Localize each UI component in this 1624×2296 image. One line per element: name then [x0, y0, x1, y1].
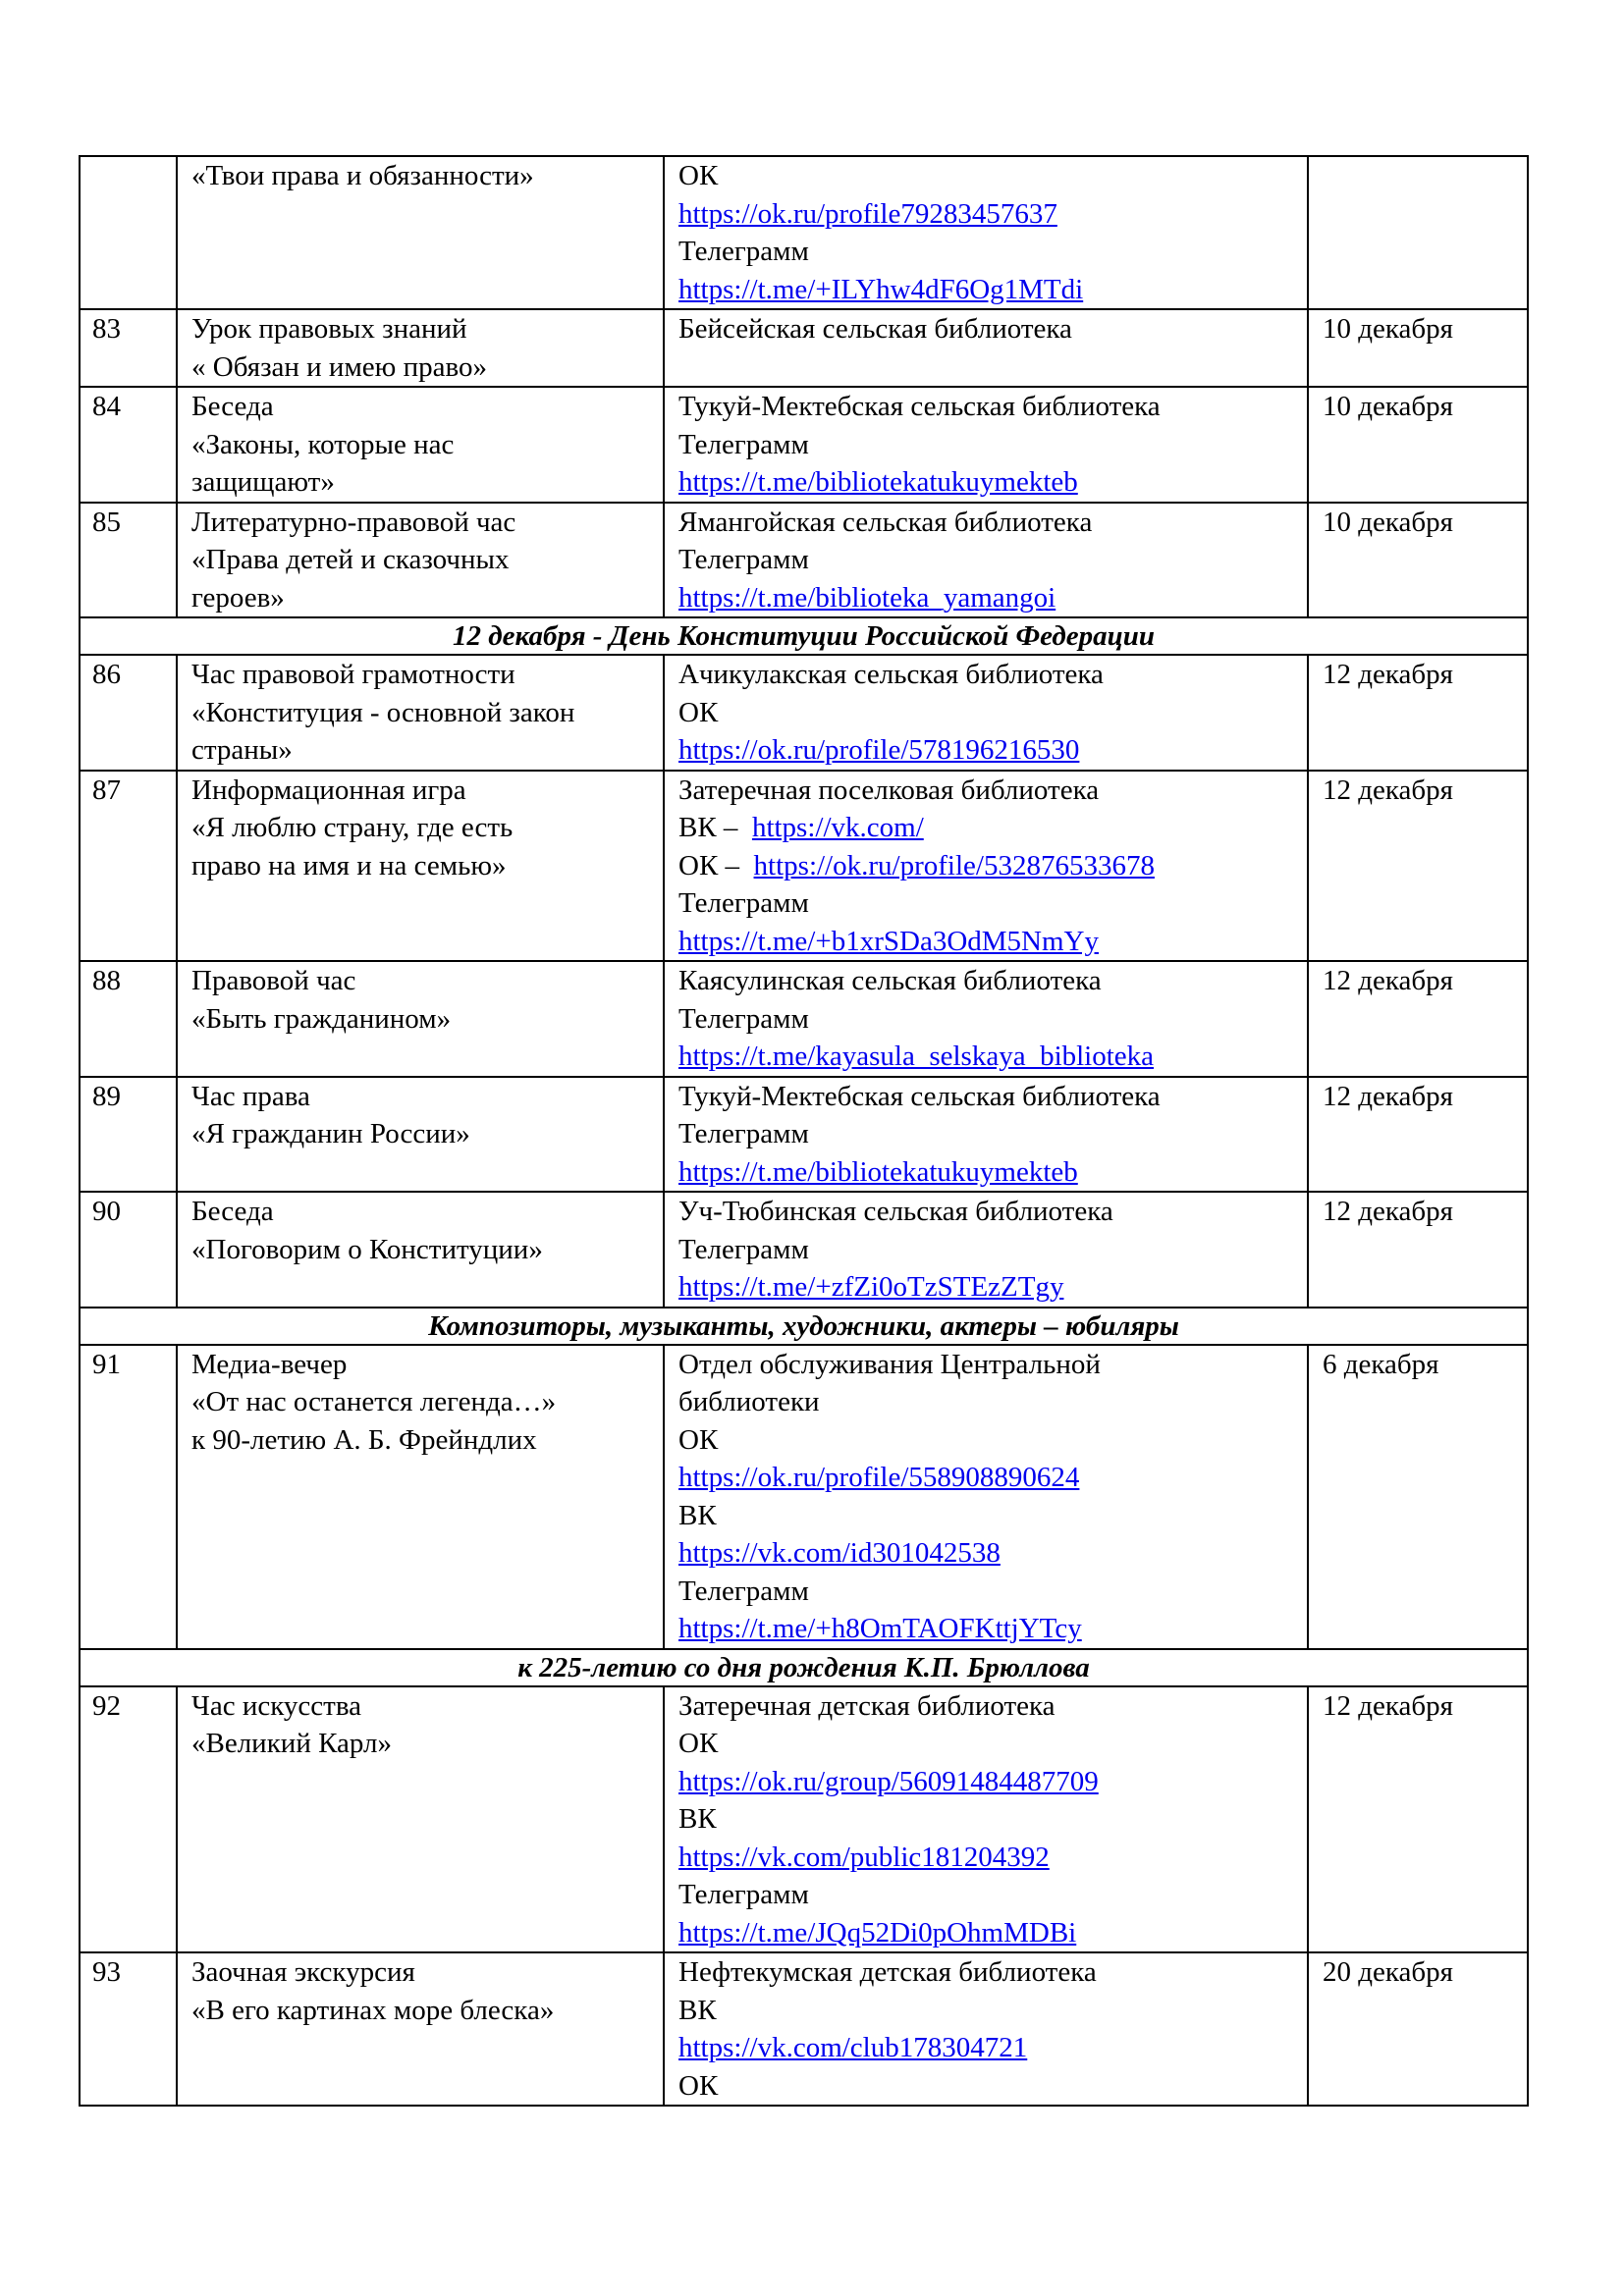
- event-venue-cell: [664, 1686, 1308, 1953]
- venue-text: Тукуй-Мектебская сельская библиотека: [678, 391, 1161, 422]
- event-row: [80, 309, 1528, 387]
- venue-text: Телеграмм: [678, 1233, 809, 1265]
- document-page: [79, 155, 1527, 2107]
- venue-text: Каясулинская сельская библиотека: [678, 965, 1102, 996]
- event-title-cell: [177, 1952, 664, 2106]
- event-date: 10 декабря: [1308, 503, 1528, 618]
- event-title-line: право на имя и на семью»: [191, 849, 507, 881]
- event-title-line: Беседа: [191, 391, 274, 422]
- event-date: [1308, 156, 1528, 309]
- venue-text: Ачикулакская сельская библиотека: [678, 659, 1104, 690]
- venue-link[interactable]: https://ok.ru/profile/532876533678: [753, 849, 1155, 881]
- venue-line: [678, 195, 1293, 234]
- venue-text: ВК: [678, 1499, 717, 1531]
- event-row: [80, 771, 1528, 962]
- venue-text: Телеграмм: [678, 1575, 809, 1607]
- event-title-line: Информационная игра: [191, 774, 466, 806]
- venue-link[interactable]: https://vk.com/: [751, 812, 924, 843]
- event-title-line: Медиа-вечер: [191, 1348, 348, 1380]
- event-date: 6 декабря: [1308, 1345, 1528, 1649]
- venue-link[interactable]: https://vk.com/club178304721: [678, 2032, 1028, 2063]
- event-venue-cell: [664, 1192, 1308, 1308]
- venue-link[interactable]: https://vk.com/public181204392: [678, 1841, 1050, 1873]
- event-number: 90: [80, 1192, 177, 1308]
- venue-text: Затеречная поселковая библиотека: [678, 774, 1100, 806]
- event-number: 88: [80, 961, 177, 1077]
- event-venue-cell: [664, 156, 1308, 309]
- venue-text: Тукуй-Мектебская сельская библиотека: [678, 1080, 1161, 1112]
- event-title-line: «Конституция - основной закон: [191, 696, 575, 728]
- section-header-row: [80, 1649, 1528, 1686]
- venue-text: библиотеки: [678, 1386, 820, 1417]
- event-number: [80, 156, 177, 309]
- event-venue-cell: [664, 309, 1308, 387]
- event-title-line: «Права детей и сказочных: [191, 544, 510, 575]
- venue-link[interactable]: https://vk.com/id301042538: [678, 1537, 1001, 1569]
- venue-text: ОК: [678, 1423, 719, 1456]
- section-heading: 12 декабря - День Конституции Российской Федерации: [80, 617, 1528, 655]
- event-row: [80, 961, 1528, 1077]
- event-title-cell: [177, 1686, 664, 1953]
- venue-line: [678, 1459, 1293, 1497]
- event-row: [80, 1077, 1528, 1193]
- event-number: 87: [80, 771, 177, 962]
- venue-line: [678, 463, 1293, 502]
- venue-line: [678, 1610, 1293, 1648]
- event-date: 12 декабря: [1308, 771, 1528, 962]
- event-title-line: Час искусства: [191, 1689, 362, 1722]
- venue-text: Телеграмм: [678, 1879, 809, 1910]
- venue-text: Телеграмм: [678, 887, 809, 919]
- event-title-line: Правовой час: [191, 965, 356, 996]
- event-title-line: «Я гражданин России»: [191, 1118, 470, 1149]
- venue-text: Телеграмм: [678, 236, 809, 267]
- venue-link[interactable]: https://ok.ru/group/56091484487709: [678, 1765, 1099, 1797]
- venue-link[interactable]: https://t.me/+b1xrSDa3OdM5NmYy: [678, 925, 1099, 957]
- venue-text: ВК: [678, 1803, 717, 1835]
- venue-line: [678, 923, 1293, 961]
- events-table-body: [80, 156, 1528, 2106]
- event-title-cell: [177, 387, 664, 503]
- event-title-line: «Быть гражданином»: [191, 1002, 452, 1035]
- event-number: 89: [80, 1077, 177, 1193]
- event-date: 10 декабря: [1308, 309, 1528, 387]
- event-title-line: к 90-летию А. Б. Фрейндлих: [191, 1423, 537, 1456]
- event-title-cell: [177, 771, 664, 962]
- event-venue-cell: [664, 771, 1308, 962]
- venue-text: ОК: [678, 2069, 719, 2102]
- event-title-line: Час правовой грамотности: [191, 659, 515, 690]
- venue-text: ОК: [678, 1728, 719, 1759]
- venue-text: Нефтекумская детская библиотека: [678, 1956, 1097, 1988]
- venue-line: [678, 1268, 1293, 1307]
- event-title-line: героев»: [191, 581, 285, 614]
- venue-link[interactable]: https://ok.ru/profile/558908890624: [678, 1462, 1080, 1493]
- event-row: [80, 655, 1528, 771]
- event-title-line: «Я люблю страну, где есть: [191, 812, 514, 843]
- event-row: [80, 1686, 1528, 1953]
- event-number: 84: [80, 387, 177, 503]
- venue-text: ВК: [678, 1994, 717, 2026]
- event-title-line: Беседа: [191, 1196, 274, 1227]
- event-title-line: «Твои права и обязанности»: [191, 160, 534, 191]
- venue-text: Телеграмм: [678, 544, 809, 575]
- event-number: 93: [80, 1952, 177, 2106]
- venue-line-label: ОК –: [678, 849, 747, 881]
- event-number: 92: [80, 1686, 177, 1953]
- venue-line: [678, 2029, 1293, 2067]
- venue-link[interactable]: https://ok.ru/profile/578196216530: [678, 734, 1080, 766]
- venue-line: [678, 1839, 1293, 1877]
- venue-link[interactable]: https://t.me/+h8OmTAOFKttjYTcy: [678, 1613, 1082, 1644]
- event-row: [80, 1345, 1528, 1649]
- event-number: 91: [80, 1345, 177, 1649]
- event-venue-cell: [664, 655, 1308, 771]
- event-date: 12 декабря: [1308, 1077, 1528, 1193]
- event-row: [80, 1192, 1528, 1308]
- venue-link[interactable]: https://t.me/+zfZi0oTzSTEzZTgy: [678, 1271, 1064, 1303]
- venue-link[interactable]: https://t.me/biblioteka_yamangoi: [678, 581, 1056, 614]
- section-heading: Композиторы, музыканты, художники, актеры – юбиляры: [80, 1308, 1528, 1345]
- venue-line: [678, 579, 1293, 617]
- event-title-line: «Великий Карл»: [191, 1728, 393, 1759]
- venue-line: [678, 847, 1293, 885]
- event-title-cell: [177, 655, 664, 771]
- venue-text: ОК: [678, 696, 719, 728]
- event-venue-cell: [664, 961, 1308, 1077]
- section-header-row: [80, 1308, 1528, 1345]
- venue-line: [678, 809, 1293, 847]
- event-venue-cell: [664, 1345, 1308, 1649]
- event-date: 20 декабря: [1308, 1952, 1528, 2106]
- event-title-cell: [177, 309, 664, 387]
- event-title-cell: [177, 503, 664, 618]
- venue-text: Телеграмм: [678, 428, 809, 460]
- event-row: [80, 1952, 1528, 2106]
- venue-link[interactable]: https://ok.ru/profile79283457637: [678, 197, 1057, 230]
- venue-line: [678, 1038, 1293, 1076]
- venue-link[interactable]: https://t.me/+ILYhw4dF6Og1MTdi: [678, 273, 1084, 305]
- venue-text: Отдел обслуживания Центральной: [678, 1348, 1101, 1380]
- section-heading: к 225-летию со дня рождения К.П. Брюллова: [80, 1649, 1528, 1686]
- event-date: 12 декабря: [1308, 961, 1528, 1077]
- event-row: [80, 156, 1528, 309]
- venue-line-label: ВК –: [678, 812, 745, 843]
- event-title-cell: [177, 961, 664, 1077]
- event-row: [80, 387, 1528, 503]
- event-date: 10 декабря: [1308, 387, 1528, 503]
- venue-line: [678, 271, 1293, 309]
- venue-text: Бейсейская сельская библиотека: [678, 313, 1072, 345]
- event-title-line: «Поговорим о Конституции»: [191, 1233, 543, 1265]
- venue-link[interactable]: https://t.me/kayasula_selskaya_biblioteka: [678, 1041, 1155, 1072]
- section-header-row: [80, 617, 1528, 655]
- venue-link[interactable]: https://t.me/bibliotekatukuymekteb: [678, 1155, 1078, 1188]
- event-venue-cell: [664, 503, 1308, 618]
- venue-text: Телеграмм: [678, 1118, 809, 1149]
- event-title-line: «От нас останется легенда…»: [191, 1386, 557, 1417]
- event-title-line: «В его картинах море блеска»: [191, 1994, 555, 2026]
- venue-text: Ямангойская сельская библиотека: [678, 506, 1093, 538]
- event-title-cell: [177, 1077, 664, 1193]
- venue-text: Затеречная детская библиотека: [678, 1689, 1056, 1722]
- event-title-cell: [177, 1192, 664, 1308]
- event-title-line: « Обязан и имею право»: [191, 350, 487, 383]
- event-number: 86: [80, 655, 177, 771]
- event-number: 83: [80, 309, 177, 387]
- event-title-line: Час права: [191, 1080, 310, 1112]
- venue-line: [678, 1534, 1293, 1573]
- event-date: 12 декабря: [1308, 655, 1528, 771]
- event-date: 12 декабря: [1308, 1192, 1528, 1308]
- venue-line: [678, 1153, 1293, 1192]
- event-title-line: защищают»: [191, 466, 335, 498]
- venue-text: Телеграмм: [678, 1002, 809, 1035]
- venue-link[interactable]: https://t.me/bibliotekatukuymekteb: [678, 466, 1078, 498]
- event-date: 12 декабря: [1308, 1686, 1528, 1953]
- events-table: [79, 155, 1529, 2107]
- event-row: [80, 503, 1528, 618]
- event-title-line: «Законы, которые нас: [191, 428, 455, 460]
- venue-text: ОК: [678, 160, 719, 191]
- event-number: 85: [80, 503, 177, 618]
- event-title-line: страны»: [191, 734, 293, 766]
- venue-line: [678, 1914, 1293, 1952]
- event-venue-cell: [664, 387, 1308, 503]
- venue-line: [678, 731, 1293, 770]
- event-title-line: Урок правовых знаний: [191, 313, 467, 345]
- event-title-cell: [177, 1345, 664, 1649]
- event-venue-cell: [664, 1077, 1308, 1193]
- venue-link[interactable]: https://t.me/JQq52Di0pOhmMDBi: [678, 1916, 1077, 1949]
- venue-text: Уч-Тюбинская сельская библиотека: [678, 1196, 1113, 1227]
- event-title-cell: [177, 156, 664, 309]
- event-title-line: Заочная экскурсия: [191, 1956, 415, 1988]
- event-venue-cell: [664, 1952, 1308, 2106]
- venue-line: [678, 1763, 1293, 1801]
- event-title-line: Литературно-правовой час: [191, 506, 516, 538]
